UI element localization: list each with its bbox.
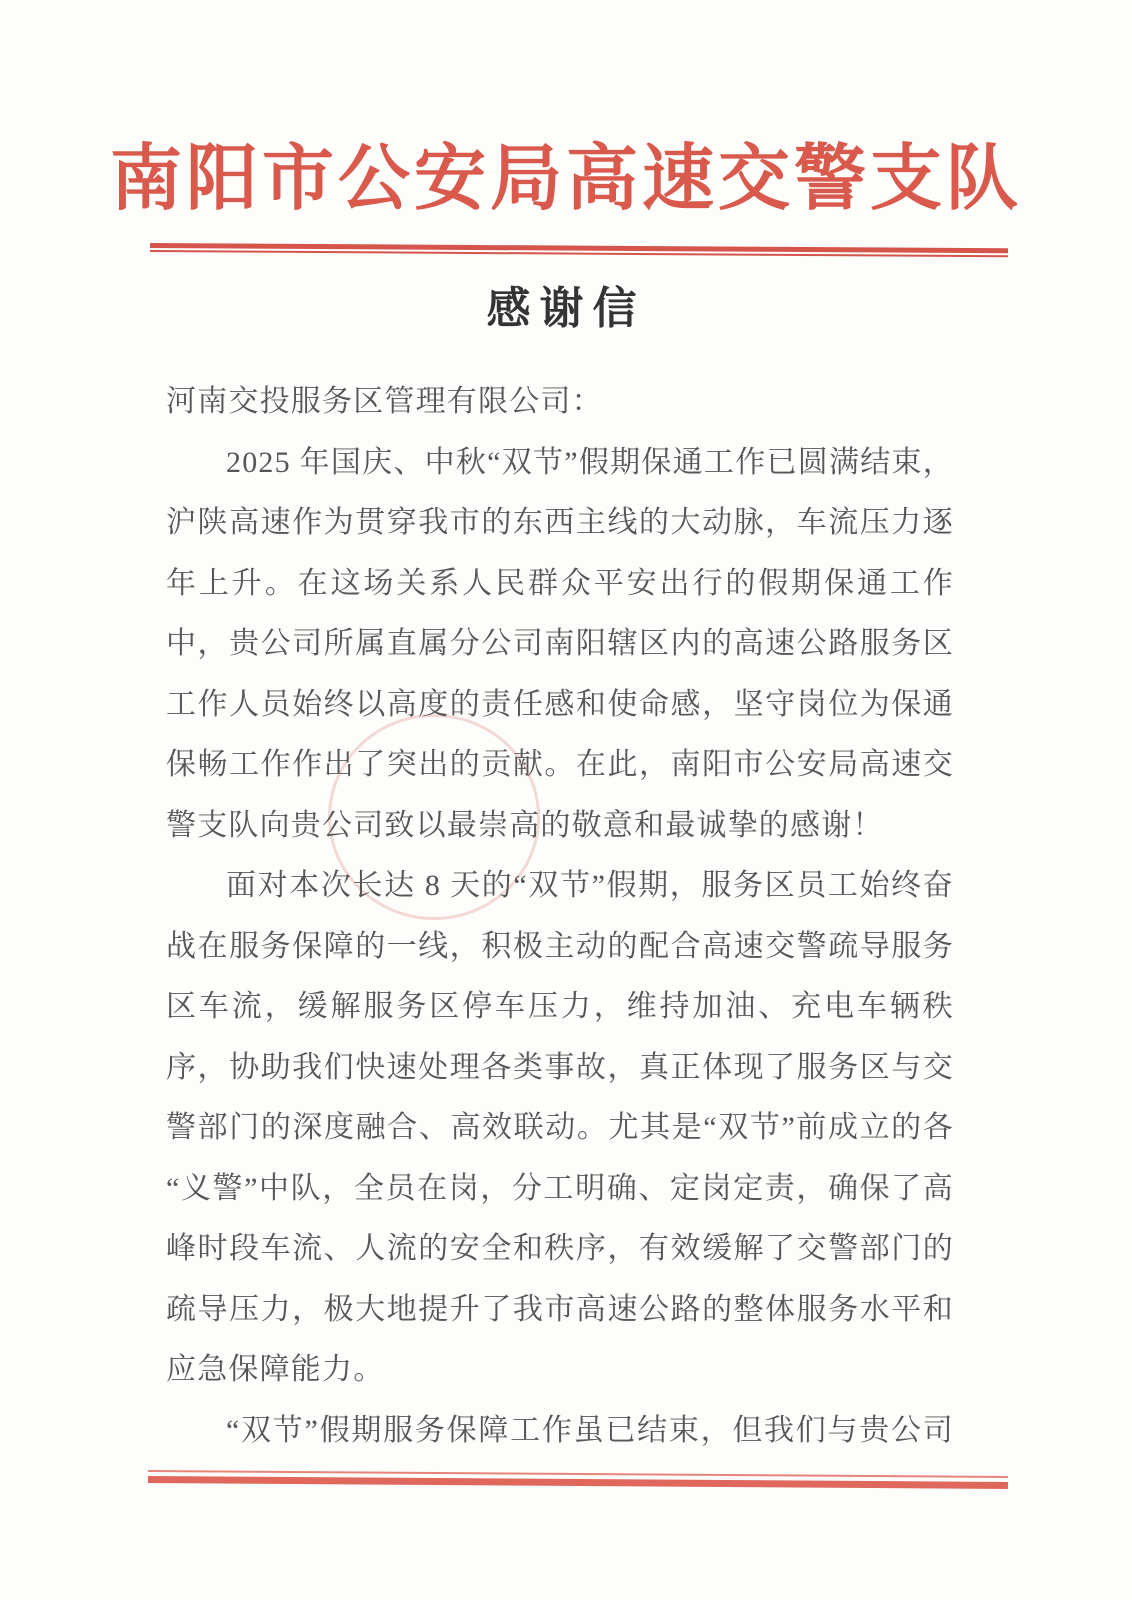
salutation: 河南交投服务区管理有限公司：: [166, 385, 603, 418]
body-paragraph: 面对本次长达 8 天的“双节”假期，服务区员工始终奋战在服务保障的一线，积极主动的配合高速交警疏导服务区车流，缓解服务区停车压力，维持加油、充电车辆秩序，协助我们快速处理各类事故，真正体现了服务区与交警部门的深度融合、高效联动。尤其是“双节”前成立的各“义警”中队，全员在岗，分工明确、定岗定责，确保了高峰时段车流、人流的安全和秩序，有效缓解了交警部门的疏导压力，极大地提升了我市高速公路的整体服务水平和应急保障能力。: [166, 869, 954, 1386]
body-paragraphs: [166, 433, 954, 1461]
footer-rule-thick: [148, 1476, 1008, 1489]
body-paragraph: 2025 年国庆、中秋“双节”假期保通工作已圆满结束，沪陕高速作为贯穿我市的东西主线的大动脉，车流压力逐年上升。在这场关系人民群众平安出行的假期保通工作中，贵公司所属直属分公司南阳辖区内的高速公路服务区工作人员始终以高度的责任感和使命感，坚守岗位为保通保畅工作作出了突出的贡献。在此，南阳市公安局高速交警支队向贵公司致以最崇高的敬意和最诚挚的感谢！: [166, 445, 954, 842]
letter-body: [166, 372, 954, 1460]
footer-rule: [148, 1470, 1008, 1489]
body-paragraph: “双节”假期服务保障工作虽已结束，但我们与贵公司: [226, 1413, 954, 1447]
letterhead-rule: [150, 243, 1008, 257]
letterhead-title: 南阳市公安局高速交警支队: [109, 139, 1022, 219]
document-title: 感谢信: [486, 284, 646, 333]
